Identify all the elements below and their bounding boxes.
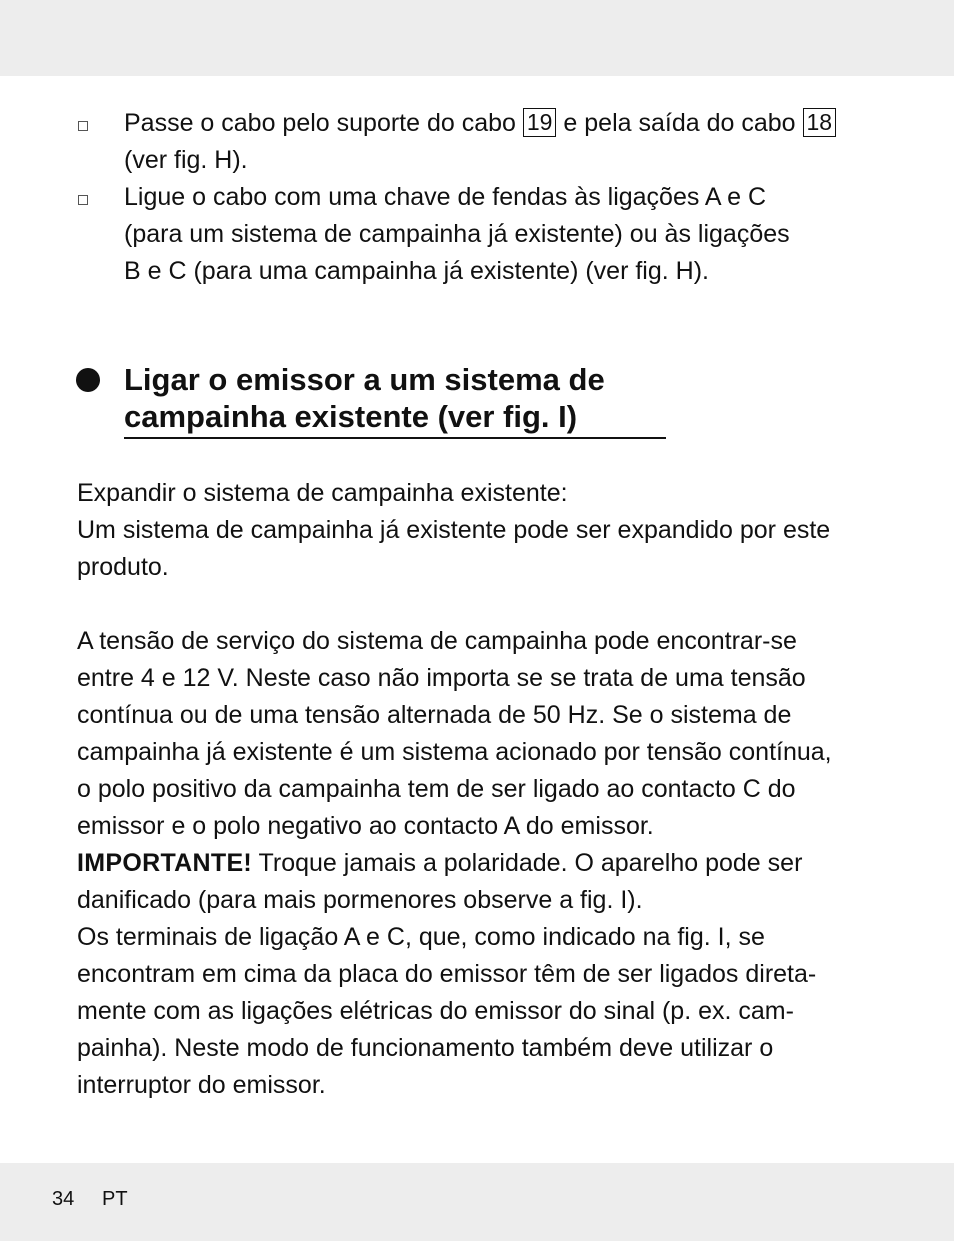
- body-line: entre 4 e 12 V. Neste caso não importa se se trata de uma tensão: [77, 664, 806, 692]
- body-line: emissor e o polo negativo ao contacto A do emissor.: [77, 812, 654, 840]
- bullet-2-line-2: (para um sistema de campainha já existente) ou às ligações: [124, 220, 790, 248]
- section-heading-line-2: campainha existente (ver fig. I): [124, 399, 578, 434]
- body-line: Um sistema de campainha já existente pode ser expandido por este: [77, 516, 831, 544]
- important-text: Troque jamais a polaridade. O aparelho pode ser: [252, 849, 803, 877]
- body-line: interruptor do emissor.: [77, 1071, 326, 1099]
- section-heading-line-1: Ligar o emissor a um sistema de: [124, 362, 605, 397]
- important-label: IMPORTANTE!: [77, 849, 253, 877]
- part-reference-18: 18: [803, 108, 837, 137]
- body-line: produto.: [77, 553, 169, 581]
- bullet-2-line-3: B e C (para uma campainha já existente) (ver fig. H).: [124, 257, 709, 285]
- important-line: [77, 845, 802, 882]
- part-reference-19: 19: [523, 108, 557, 137]
- body-line: contínua ou de uma tensão alternada de 50 Hz. Se o sistema de: [77, 701, 792, 729]
- top-band: [0, 0, 954, 76]
- bullet-square-icon: [78, 121, 88, 131]
- section-bullet-icon: [76, 368, 100, 392]
- bullet-2-line-1: Ligue o cabo com uma chave de fendas às ligações A e C: [124, 183, 767, 211]
- bullet-1-text-middle: e pela saída do cabo: [556, 109, 803, 137]
- heading-underline: [124, 437, 666, 439]
- language-code: PT: [102, 1188, 128, 1210]
- body-line: mente com as ligações elétricas do emissor do sinal (p. ex. cam-: [77, 997, 794, 1025]
- body-line: Expandir o sistema de campainha existente:: [77, 479, 568, 507]
- bullet-1-line-1: [124, 105, 836, 142]
- bullet-1-line-2: (ver fig. H).: [124, 146, 248, 174]
- body-line: Os terminais de ligação A e C, que, como indicado na fig. I, se: [77, 923, 765, 951]
- footer-band: [0, 1163, 954, 1241]
- body-line: danificado (para mais pormenores observe a fig. I).: [77, 886, 643, 914]
- body-line: o polo positivo da campainha tem de ser ligado ao contacto C do: [77, 775, 796, 803]
- bullet-square-icon: [78, 195, 88, 205]
- bullet-1-text-before: Passe o cabo pelo suporte do cabo: [124, 109, 523, 137]
- body-line: painha). Neste modo de funcionamento também deve utilizar o: [77, 1034, 774, 1062]
- body-line: A tensão de serviço do sistema de campainha pode encontrar-se: [77, 627, 797, 655]
- body-line: campainha já existente é um sistema acionado por tensão contínua,: [77, 738, 832, 766]
- page-number: 34: [52, 1188, 75, 1210]
- body-line: encontram em cima da placa do emissor têm de ser ligados direta-: [77, 960, 817, 988]
